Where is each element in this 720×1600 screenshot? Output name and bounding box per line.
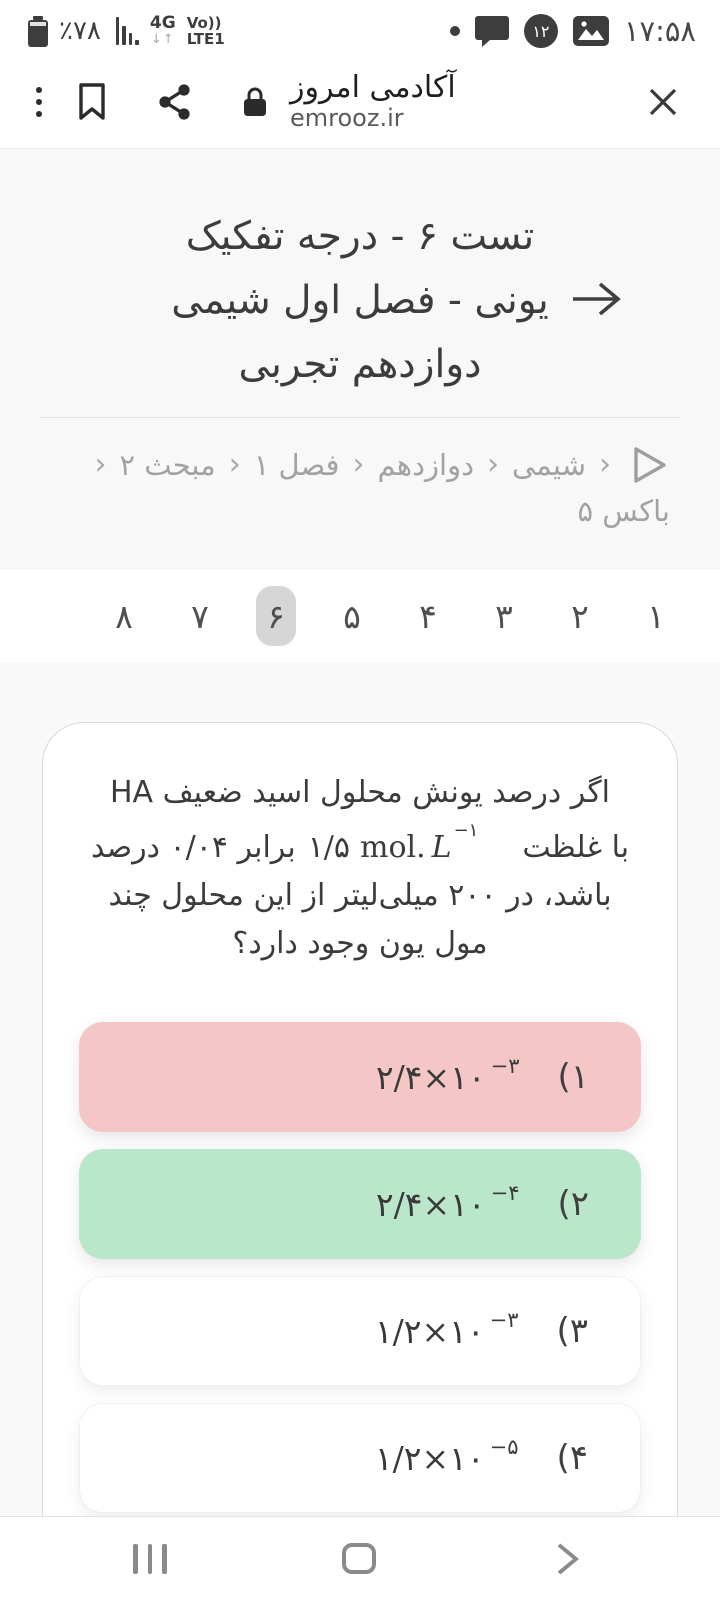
network-type-indicator xyxy=(150,15,176,46)
play-icon[interactable] xyxy=(628,443,670,487)
option-value: ۱/۲ ×۱۰ $^{-۵}$ xyxy=(374,1434,519,1478)
breadcrumb-separator: ‹ xyxy=(352,447,365,482)
status-bar xyxy=(0,0,720,56)
status-right-cluster xyxy=(450,14,696,48)
page-title-line: تست ۶ - درجه تفکیک xyxy=(185,214,535,259)
site-name: آکادمی امروز xyxy=(290,69,456,105)
image-notification-icon xyxy=(572,15,610,47)
option-label: ۱) xyxy=(557,1057,589,1097)
close-icon[interactable] xyxy=(646,85,680,119)
breadcrumb-item[interactable]: دوازدهم xyxy=(377,448,474,482)
pagination-page-۴[interactable]: ۴ xyxy=(419,596,437,636)
chat-bubble-icon xyxy=(474,15,510,48)
page-title-line: یونی - فصل اول شیمی xyxy=(171,278,549,323)
options-list xyxy=(43,1022,677,1513)
option-1[interactable] xyxy=(79,1022,641,1132)
volte-indicator xyxy=(187,15,225,48)
pagination-page-۱[interactable]: ۱ xyxy=(647,596,665,636)
breadcrumb-line2 xyxy=(50,488,670,534)
back-arrow-icon[interactable] xyxy=(567,277,625,325)
notification-count-badge: ۱۲ xyxy=(524,14,558,48)
question-card xyxy=(42,722,678,1516)
option-label: ۴) xyxy=(556,1438,588,1478)
network-type-label: 4G xyxy=(149,13,176,34)
bookmark-icon[interactable] xyxy=(76,82,108,122)
battery-icon xyxy=(28,16,48,47)
question-line: مول یون وجود دارد؟ xyxy=(232,926,488,961)
site-domain: emrooz.ir xyxy=(290,104,404,133)
notification-dot-icon xyxy=(450,26,460,36)
title-section xyxy=(0,148,720,570)
question-line: اگر درصد یونش محلول اسید ضعیف HA xyxy=(110,775,610,810)
battery-percent: ٪۷۸ xyxy=(59,16,101,46)
browser-header xyxy=(0,56,720,148)
option-value: ۲/۴ ×۱۰ $^{-۳}$ xyxy=(375,1053,520,1097)
option-value: ۱/۲ ×۱۰ $^{-۳}$ xyxy=(374,1307,519,1351)
page-title-line: دوازدهم تجربی xyxy=(238,342,482,387)
breadcrumb-item[interactable]: شیمی xyxy=(512,448,586,482)
pagination xyxy=(0,570,720,662)
option-label: ۳) xyxy=(556,1311,588,1351)
breadcrumb xyxy=(0,418,720,534)
clock: ۱۷:۵۸ xyxy=(623,14,696,48)
pagination-page-۶[interactable]: ۶ xyxy=(256,586,296,646)
breadcrumb-separator: ‹ xyxy=(228,447,241,482)
pagination-page-۵[interactable]: ۵ xyxy=(343,596,361,636)
question-line: با غلظت۱/۵ mol. L $^{-۱}$برابر ۰/۰۴ درصد xyxy=(71,817,649,872)
breadcrumb-item[interactable]: باکس ۵ xyxy=(577,494,670,528)
concentration-math: ۱/۵ mol. L $^{-۱}$ xyxy=(307,820,479,865)
lock-icon xyxy=(242,86,268,119)
home-icon[interactable] xyxy=(342,1543,376,1574)
breadcrumb-item[interactable]: فصل ۱ xyxy=(253,448,340,482)
option-4[interactable] xyxy=(79,1403,641,1513)
breadcrumb-separator: ‹ xyxy=(94,447,107,482)
lte-label: LTE1 xyxy=(186,30,225,48)
volte-label: Vo)) xyxy=(186,13,222,32)
breadcrumb-separator: ‹ xyxy=(487,447,499,482)
pagination-page-۸[interactable]: ۸ xyxy=(115,596,133,636)
pagination-page-۳[interactable]: ۳ xyxy=(495,596,513,636)
question-text xyxy=(43,723,677,968)
back-nav-icon[interactable] xyxy=(552,1539,582,1579)
site-title-block[interactable] xyxy=(290,71,456,133)
content-area[interactable] xyxy=(0,662,720,1516)
option-3[interactable] xyxy=(79,1276,641,1386)
breadcrumb-line1 xyxy=(50,442,670,488)
pagination-page-۲[interactable]: ۲ xyxy=(571,596,589,636)
status-left-cluster xyxy=(28,15,225,48)
pagination-page-۷[interactable]: ۷ xyxy=(191,596,209,636)
share-icon[interactable] xyxy=(154,81,196,123)
page-title xyxy=(0,149,720,397)
option-label: ۲) xyxy=(557,1184,589,1224)
recents-icon[interactable] xyxy=(133,1544,167,1574)
data-arrows-icon: ↓↑ xyxy=(150,32,175,48)
question-line: باشد، در ۲۰۰ میلی‌لیتر از این محلول چند xyxy=(108,878,612,913)
option-value: ۲/۴ ×۱۰ $^{-۴}$ xyxy=(375,1180,520,1224)
breadcrumb-separator: ‹ xyxy=(599,447,611,482)
breadcrumb-item[interactable]: مبحث ۲ xyxy=(119,448,216,482)
option-2[interactable] xyxy=(79,1149,641,1259)
android-navigation-bar xyxy=(0,1516,720,1600)
overflow-menu-icon[interactable] xyxy=(36,87,42,117)
signal-bars-icon xyxy=(116,17,139,45)
